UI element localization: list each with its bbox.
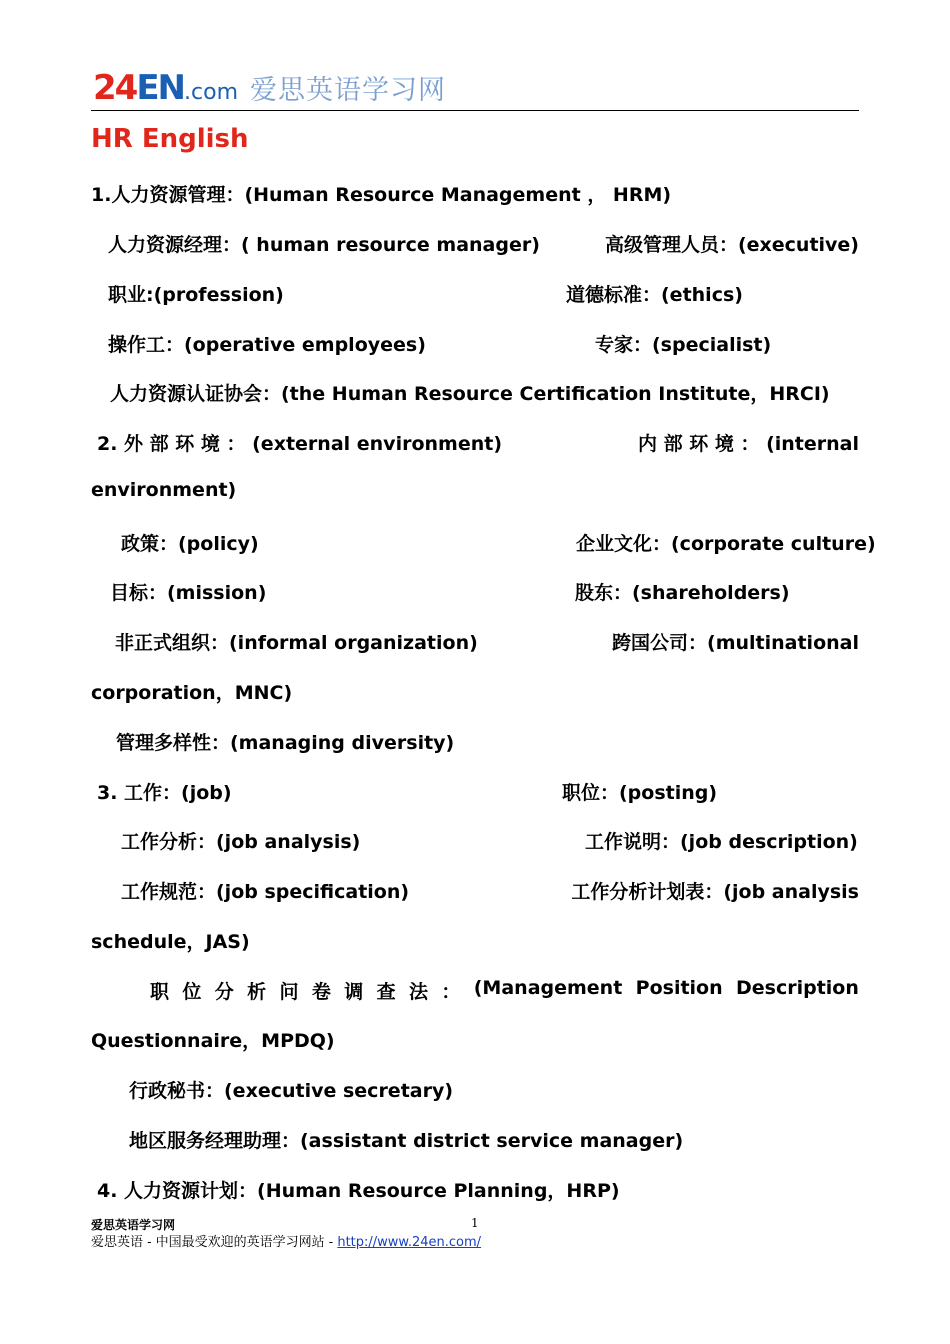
term-left: 工作规范：(job specification) bbox=[121, 881, 410, 903]
logo-chinese-name: 爱思英语学习网 bbox=[250, 75, 446, 106]
term-continuation: corporation，MNC) bbox=[91, 682, 293, 704]
word: ： bbox=[441, 981, 461, 1003]
section-1-heading: 1.人力资源管理：(Human Resource Management ， HRM) bbox=[91, 184, 672, 206]
term-left: 工作分析：(job analysis) bbox=[121, 831, 361, 853]
word: 分 bbox=[214, 981, 234, 1003]
term-left: 操作工：(operative employees) bbox=[108, 334, 426, 356]
term-right: 职位：(posting) bbox=[562, 782, 718, 804]
justified-term-line bbox=[150, 977, 859, 1004]
word: Position bbox=[635, 977, 723, 999]
word: (Management bbox=[473, 977, 623, 999]
term-right: 工作说明：(job description) bbox=[585, 831, 858, 853]
footer-tagline bbox=[91, 1231, 481, 1250]
term-line: 地区服务经理助理：(assistant district service manager) bbox=[129, 1130, 684, 1152]
term-right: 道德标准：(ethics) bbox=[566, 284, 743, 306]
document-title: HR English bbox=[91, 124, 249, 154]
term-left: 职业:(profession) bbox=[108, 284, 284, 306]
term-right: 高级管理人员：(executive) bbox=[604, 234, 859, 256]
term-continuation: environment) bbox=[91, 479, 237, 501]
site-logo[interactable] bbox=[93, 68, 446, 108]
footer-tagline-text: 爱思英语 - 中国最受欢迎的英语学习网站 - bbox=[91, 1235, 338, 1250]
term-line: 人力资源认证协会：(the Human Resource Certification Institute，HRCI) bbox=[110, 383, 830, 405]
footer-link[interactable]: http://www.24en.com/ bbox=[337, 1235, 482, 1250]
word: 卷 bbox=[311, 981, 331, 1003]
term-line: 行政秘书：(executive secretary) bbox=[129, 1080, 454, 1102]
page-header bbox=[91, 62, 859, 111]
word: 问 bbox=[279, 981, 299, 1003]
word: 查 bbox=[376, 981, 396, 1003]
word: 位 bbox=[182, 981, 202, 1003]
word: 职 bbox=[150, 981, 170, 1003]
term-right: 工作分析计划表：(job analysis bbox=[571, 881, 859, 903]
term-continuation: schedule，JAS) bbox=[91, 931, 250, 953]
logo-domain: .com bbox=[184, 80, 238, 105]
word: Description bbox=[736, 977, 859, 999]
term-right: 专家：(specialist) bbox=[595, 334, 772, 356]
term-continuation: Questionnaire，MPDQ) bbox=[91, 1030, 335, 1052]
term-right: 企业文化：(corporate culture) bbox=[576, 533, 876, 555]
term-line: 管理多样性：(managing diversity) bbox=[116, 732, 455, 754]
term-left: 目标：(mission) bbox=[110, 582, 267, 604]
word: 析 bbox=[247, 981, 267, 1003]
word: 法 bbox=[409, 981, 429, 1003]
logo-letters: EN bbox=[136, 68, 185, 108]
footer-site-name: 爱思英语学习网 bbox=[91, 1218, 176, 1232]
page-number: 1 bbox=[471, 1216, 479, 1230]
term-right: 内 部 环 境 ： (internal bbox=[638, 433, 859, 455]
term-left: 非正式组织：(informal organization) bbox=[115, 632, 478, 654]
term-left: 政策：(policy) bbox=[121, 533, 259, 555]
logo-number: 24 bbox=[93, 68, 137, 108]
term-right: 跨国公司：(multinational bbox=[612, 632, 859, 654]
word: 调 bbox=[344, 981, 364, 1003]
section-4-heading: 4. 人力资源计划：(Human Resource Planning，HRP) bbox=[97, 1180, 620, 1202]
term-right: 股东：(shareholders) bbox=[575, 582, 790, 604]
section-3-heading: 3. 工作：(job) bbox=[97, 782, 232, 804]
term-left: 人力资源经理：( human resource manager) bbox=[108, 234, 540, 256]
term-left: 2. 外 部 环 境 ： (external environment) bbox=[97, 433, 503, 455]
